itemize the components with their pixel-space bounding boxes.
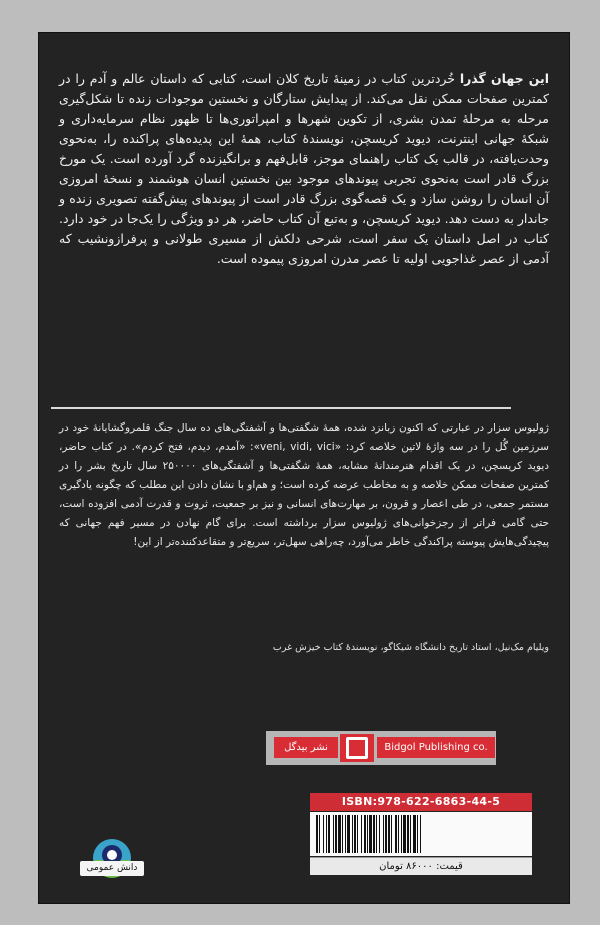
endorsement-quote: ژولیوس سزار در عبارتی که اکنون زبانزد شده، همهٔ شگفتی‌ها و آشفتگی‌های ده سال جنگ قلمروگشایانهٔ خود در سرزمین گُل را در سه واژهٔ لاتین خلاصه کرد: «veni, vidi, vici»: «آمدم، دیدم، فتح کردم». در کتاب حاضر، دیوید کریسچن، در یک اقدام هنرمندانهٔ مشابه، همهٔ شگفتی‌ها و آشفتگی‌های ۲۵۰۰۰۰ سال تاریخ بشر را در کمترین صفحات ممکن خلاصه و به مخاطب عرضه کرده است؛ و هم‌او با نشان دادن این مطلب که چگونه یادگیری مستمر جمعی، در طی اعصار و قرون، بر مهارت‌های انسانی و نیز بر جمعیت، ثروت و قدرت آدمی افزوده است، حتی گامی فراتر از رجزخوانی‌های ژولیوس سزار برداشته است. برای گام نهادن در مسیر فهم جهانی که پیچیدگی‌هایش پیوسته پراکندگی خاطر می‌آورد، چه‌راهی سهل‌تر، سریع‌تر و متقاعدکننده‌تر از این! — [59, 422, 549, 548]
intro-paragraph — [59, 69, 549, 269]
publisher-name-fa: نشر بیدگل — [274, 737, 338, 758]
category-label: دانش عمومی — [80, 861, 144, 876]
intro-body: خُردترین کتاب در زمینهٔ تاریخ کلان است، کتابی که داستان عالم و آدم را در کمترین صفحات ممکن نقل می‌کند. از پیدایش ستارگان و نخستین موجودات زنده تا شکل‌گیری مرحله به مرحلهٔ تمدن بشری، از تکوین شهرها و امپراتوری‌ها تا ظهور نظام سرمایه‌داری و شبکهٔ جهانی اینترنت، دیوید کریسچن، نویسندهٔ کتاب، همهٔ این پدیده‌های پراکنده را، به‌نحوی وحدت‌یافته، در قالب یک کتاب راهنمای موجز، قابل‌فهم و برانگیزنده گرد آورده است. یک مورخ بزرگ قادر است به‌نحوی تجربی پیوندهای موجود بین نخستین انسان هوشمند و نسخهٔ امروزی آن انسان را روشن سازد و یک قصه‌گوی بزرگ قادر است از پیوندهای پیش‌گفته تصویری زنده و جاندار به دست دهد. دیوید کریسچن، و به‌تبع آن کتاب حاضر، هر دو ویژگی را یک‌جا در خود دارد. کتاب در اصل داستان یک سفر است، شرحی دلکش از مسیری طولانی و پرفرازونشیب که آدمی از عصر غذاجویی اولیه تا عصر مدرن امروزی پیموده است. — [59, 71, 549, 266]
isbn-label: ISBN:978-622-6863-44-5 — [310, 793, 532, 811]
price-label: قیمت: ۸۶۰۰۰ تومان — [310, 857, 532, 875]
publisher-name-en: Bidgol Publishing co. — [377, 737, 495, 758]
endorsement-attribution: ویلیام مک‌نیل، استاد تاریخ دانشگاه شیکاگو، نویسندهٔ کتاب خیزش غرب — [272, 642, 549, 653]
intro-lead-title: این جهان گذرا — [459, 71, 550, 86]
publisher-mark-icon — [340, 734, 374, 762]
back-cover — [38, 32, 570, 904]
barcode-icon — [310, 812, 532, 856]
section-divider — [51, 407, 511, 409]
